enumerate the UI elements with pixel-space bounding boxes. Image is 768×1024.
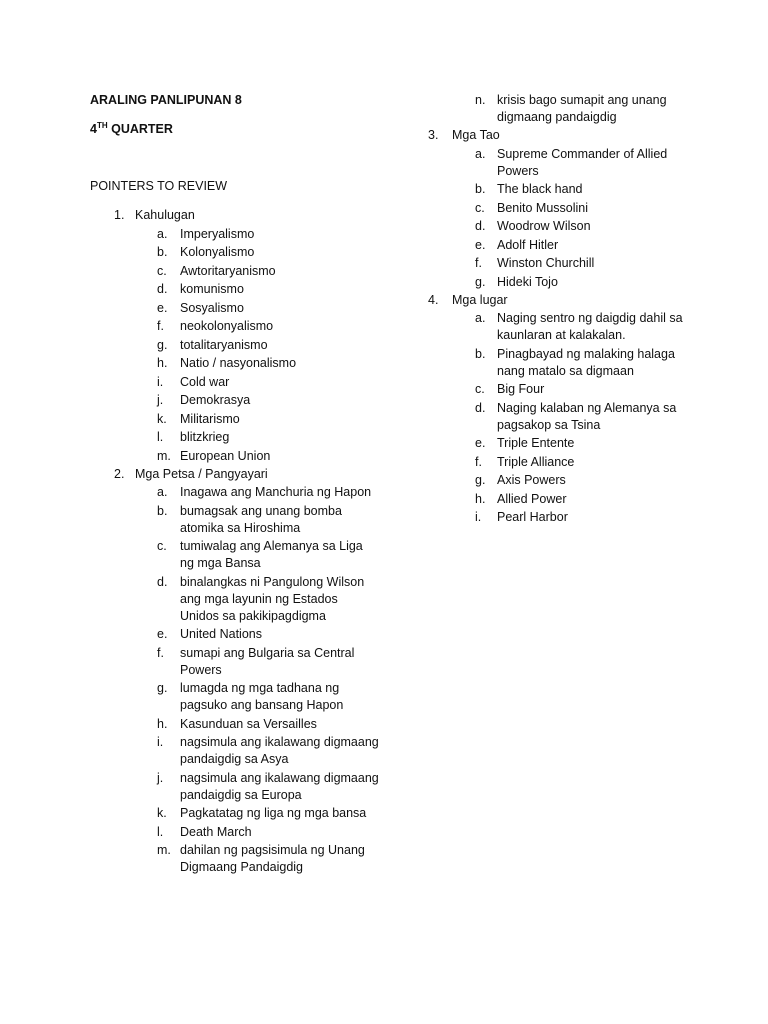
item-letter: k.: [157, 411, 167, 426]
section-items: [90, 484, 380, 876]
section-number: 1.: [114, 208, 125, 222]
section-heading: [428, 292, 698, 309]
quarter-heading: [90, 121, 380, 138]
item-text: Woodrow Wilson: [497, 219, 591, 233]
item-letter: l.: [157, 824, 164, 839]
list-item: [90, 484, 380, 501]
item-text: Adolf Hitler: [497, 237, 559, 252]
list-item: [90, 770, 380, 804]
list-item: [90, 411, 380, 428]
section-label: Mga lugar: [452, 292, 508, 307]
item-letter: l.: [157, 430, 164, 444]
section-items: [428, 310, 698, 526]
list-item: [90, 503, 380, 537]
list-item: [428, 310, 698, 344]
item-text: tumiwalag ang Alemanya sa Liga ng mga Bansa: [180, 539, 363, 570]
section-number: 2.: [114, 466, 125, 481]
item-text: Sosyalismo: [180, 300, 244, 315]
item-text: Militarismo: [180, 411, 240, 426]
item-letter: i.: [157, 374, 164, 389]
item-letter: c.: [475, 200, 485, 215]
section-items: [428, 146, 698, 291]
item-letter: g.: [157, 337, 168, 352]
list-item: [428, 454, 698, 471]
item-text: lumagda ng mga tadhana ng pagsuko ang bansang Hapon: [180, 681, 344, 712]
list-item: [428, 146, 698, 180]
section-heading: [90, 207, 380, 224]
section-heading: [90, 466, 380, 483]
list-item: [428, 181, 698, 198]
item-text: sumapi ang Bulgaria sa Central Powers: [180, 645, 355, 677]
left-outline: [90, 207, 380, 876]
item-letter: j.: [157, 770, 164, 785]
list-item: [428, 218, 698, 235]
item-text: Supreme Commander of Allied Powers: [497, 146, 668, 178]
item-letter: e.: [157, 300, 168, 315]
item-text: bumagsak ang unang bomba atomika sa Hiroshima: [180, 503, 342, 535]
list-item: [428, 255, 698, 272]
list-item: [90, 300, 380, 317]
list-item: [90, 824, 380, 841]
list-item: [90, 805, 380, 822]
item-text: Inagawa ang Manchuria ng Hapon: [180, 485, 372, 499]
item-letter: k.: [157, 806, 167, 820]
list-item: [90, 374, 380, 391]
item-text: Imperyalismo: [180, 226, 255, 241]
item-letter: j.: [157, 393, 164, 407]
item-letter: f.: [157, 319, 164, 333]
item-letter: d.: [157, 282, 168, 296]
item-text: European Union: [180, 448, 271, 463]
list-item: [90, 429, 380, 446]
item-letter: d.: [475, 219, 486, 233]
item-text: Winston Churchill: [497, 256, 595, 270]
item-text: Pearl Harbor: [497, 510, 568, 524]
section-heading: [428, 127, 698, 144]
left-column: [90, 92, 380, 876]
list-item: [90, 263, 380, 280]
list-item: [428, 237, 698, 254]
item-letter: c.: [157, 539, 167, 553]
item-letter: b.: [475, 182, 486, 196]
list-item: [428, 435, 698, 452]
item-letter: c.: [157, 263, 167, 278]
item-letter: g.: [475, 274, 486, 289]
item-letter: f.: [157, 645, 164, 660]
item-text: Pagkatatag ng liga ng mga bansa: [180, 806, 367, 820]
item-letter: m.: [157, 448, 171, 463]
section-mga-tao: [428, 127, 698, 291]
item-text: Natio / nasyonalismo: [180, 356, 297, 370]
item-letter: i.: [475, 510, 482, 524]
item-letter: b.: [157, 503, 168, 518]
section-items: [90, 226, 380, 465]
item-letter: h.: [475, 491, 486, 506]
section-mga-lugar: [428, 292, 698, 527]
list-item: [90, 626, 380, 643]
item-letter: h.: [157, 716, 168, 731]
list-item: [90, 538, 380, 572]
item-text: Pinagbayad ng malaking halaga nang matalo sa digmaan: [497, 346, 675, 378]
list-item: [90, 716, 380, 733]
item-letter: c.: [475, 382, 485, 396]
list-item: [428, 491, 698, 508]
list-item: [90, 281, 380, 298]
item-text: United Nations: [180, 627, 262, 641]
section-mga-petsa: [90, 466, 380, 877]
right-column: [428, 92, 698, 526]
item-text: totalitaryanismo: [180, 337, 268, 352]
item-text: Cold war: [180, 374, 230, 389]
item-text: Hideki Tojo: [497, 274, 558, 289]
quarter-label: QUARTER: [111, 122, 173, 136]
item-letter: e.: [475, 436, 486, 450]
item-text: Allied Power: [497, 491, 567, 506]
item-letter: b.: [157, 245, 168, 259]
item-letter: a.: [157, 226, 168, 241]
item-text: Kasunduan sa Versailles: [180, 716, 317, 731]
list-item: [90, 226, 380, 243]
item-text: dahilan ng pagsisimula ng Unang Digmaang Pandaigdig: [180, 843, 365, 874]
quarter-suffix: TH: [96, 121, 108, 130]
list-item: [428, 381, 698, 398]
section-kahulugan: [90, 207, 380, 465]
item-text: Big Four: [497, 382, 545, 396]
item-text: Awtoritaryanismo: [180, 263, 276, 278]
item-letter: g.: [475, 473, 486, 487]
item-text: Triple Alliance: [497, 454, 575, 469]
quarter-number: 4: [90, 122, 97, 136]
document-title: ARALING PANLIPUNAN 8: [90, 93, 242, 107]
list-item: [90, 355, 380, 372]
item-text: krisis bago sumapit ang unang digmaang pandaigdig: [497, 93, 667, 124]
item-text: Axis Powers: [497, 473, 566, 487]
item-text: neokolonyalismo: [180, 319, 274, 333]
item-letter: e.: [475, 237, 486, 252]
list-item: [90, 392, 380, 409]
item-text: komunismo: [180, 282, 244, 296]
item-letter: a.: [475, 146, 486, 161]
item-letter: f.: [475, 454, 482, 469]
list-item: [428, 274, 698, 291]
item-text: The black hand: [497, 182, 583, 196]
item-text: nagsimula ang ikalawang digmaang pandaigdig sa Europa: [180, 770, 379, 802]
item-letter: e.: [157, 627, 168, 641]
item-text: blitzkrieg: [180, 430, 230, 444]
item-text: Kolonyalismo: [180, 245, 255, 259]
section-label: Mga Tao: [452, 128, 500, 142]
list-item: [90, 448, 380, 465]
section-number: 4.: [428, 292, 439, 307]
item-text: binalangkas ni Pangulong Wilson ang mga layunin ng Estados Unidos sa pakikipagdigma: [180, 574, 365, 623]
section-label: Mga Petsa / Pangyayari: [135, 466, 268, 481]
item-letter: n.: [475, 93, 486, 107]
item-text: Death March: [180, 824, 252, 839]
section-label: Kahulugan: [135, 208, 195, 222]
item-letter: g.: [157, 681, 168, 695]
item-letter: d.: [475, 400, 486, 415]
item-letter: a.: [475, 311, 486, 325]
list-item: [428, 472, 698, 489]
list-item: [90, 574, 380, 625]
list-item: [428, 200, 698, 217]
item-letter: f.: [475, 256, 482, 270]
item-text: Demokrasya: [180, 393, 251, 407]
item-text: Naging kalaban ng Alemanya sa pagsakop sa Tsina: [497, 400, 677, 432]
item-letter: i.: [157, 735, 164, 749]
item-text: Triple Entente: [497, 436, 575, 450]
list-item-continuation: [428, 92, 698, 126]
item-letter: b.: [475, 346, 486, 361]
list-item: [90, 318, 380, 335]
list-item: [428, 509, 698, 526]
section-number: 3.: [428, 128, 439, 142]
pointers-heading: POINTERS TO REVIEW: [90, 179, 228, 193]
list-item: [428, 346, 698, 380]
list-item: [90, 645, 380, 679]
list-item: [90, 842, 380, 876]
item-text: Naging sentro ng daigdig dahil sa kaunlaran at kalakalan.: [497, 311, 683, 342]
list-item: [90, 244, 380, 261]
item-text: Benito Mussolini: [497, 200, 589, 215]
item-letter: m.: [157, 843, 171, 857]
list-item: [428, 400, 698, 434]
item-letter: a.: [157, 485, 168, 499]
list-item: [90, 680, 380, 714]
item-letter: h.: [157, 356, 168, 370]
list-item: [90, 337, 380, 354]
item-text: nagsimula ang ikalawang digmaang pandaigdig sa Asya: [180, 735, 379, 766]
list-item: [90, 734, 380, 768]
item-letter: d.: [157, 574, 168, 589]
